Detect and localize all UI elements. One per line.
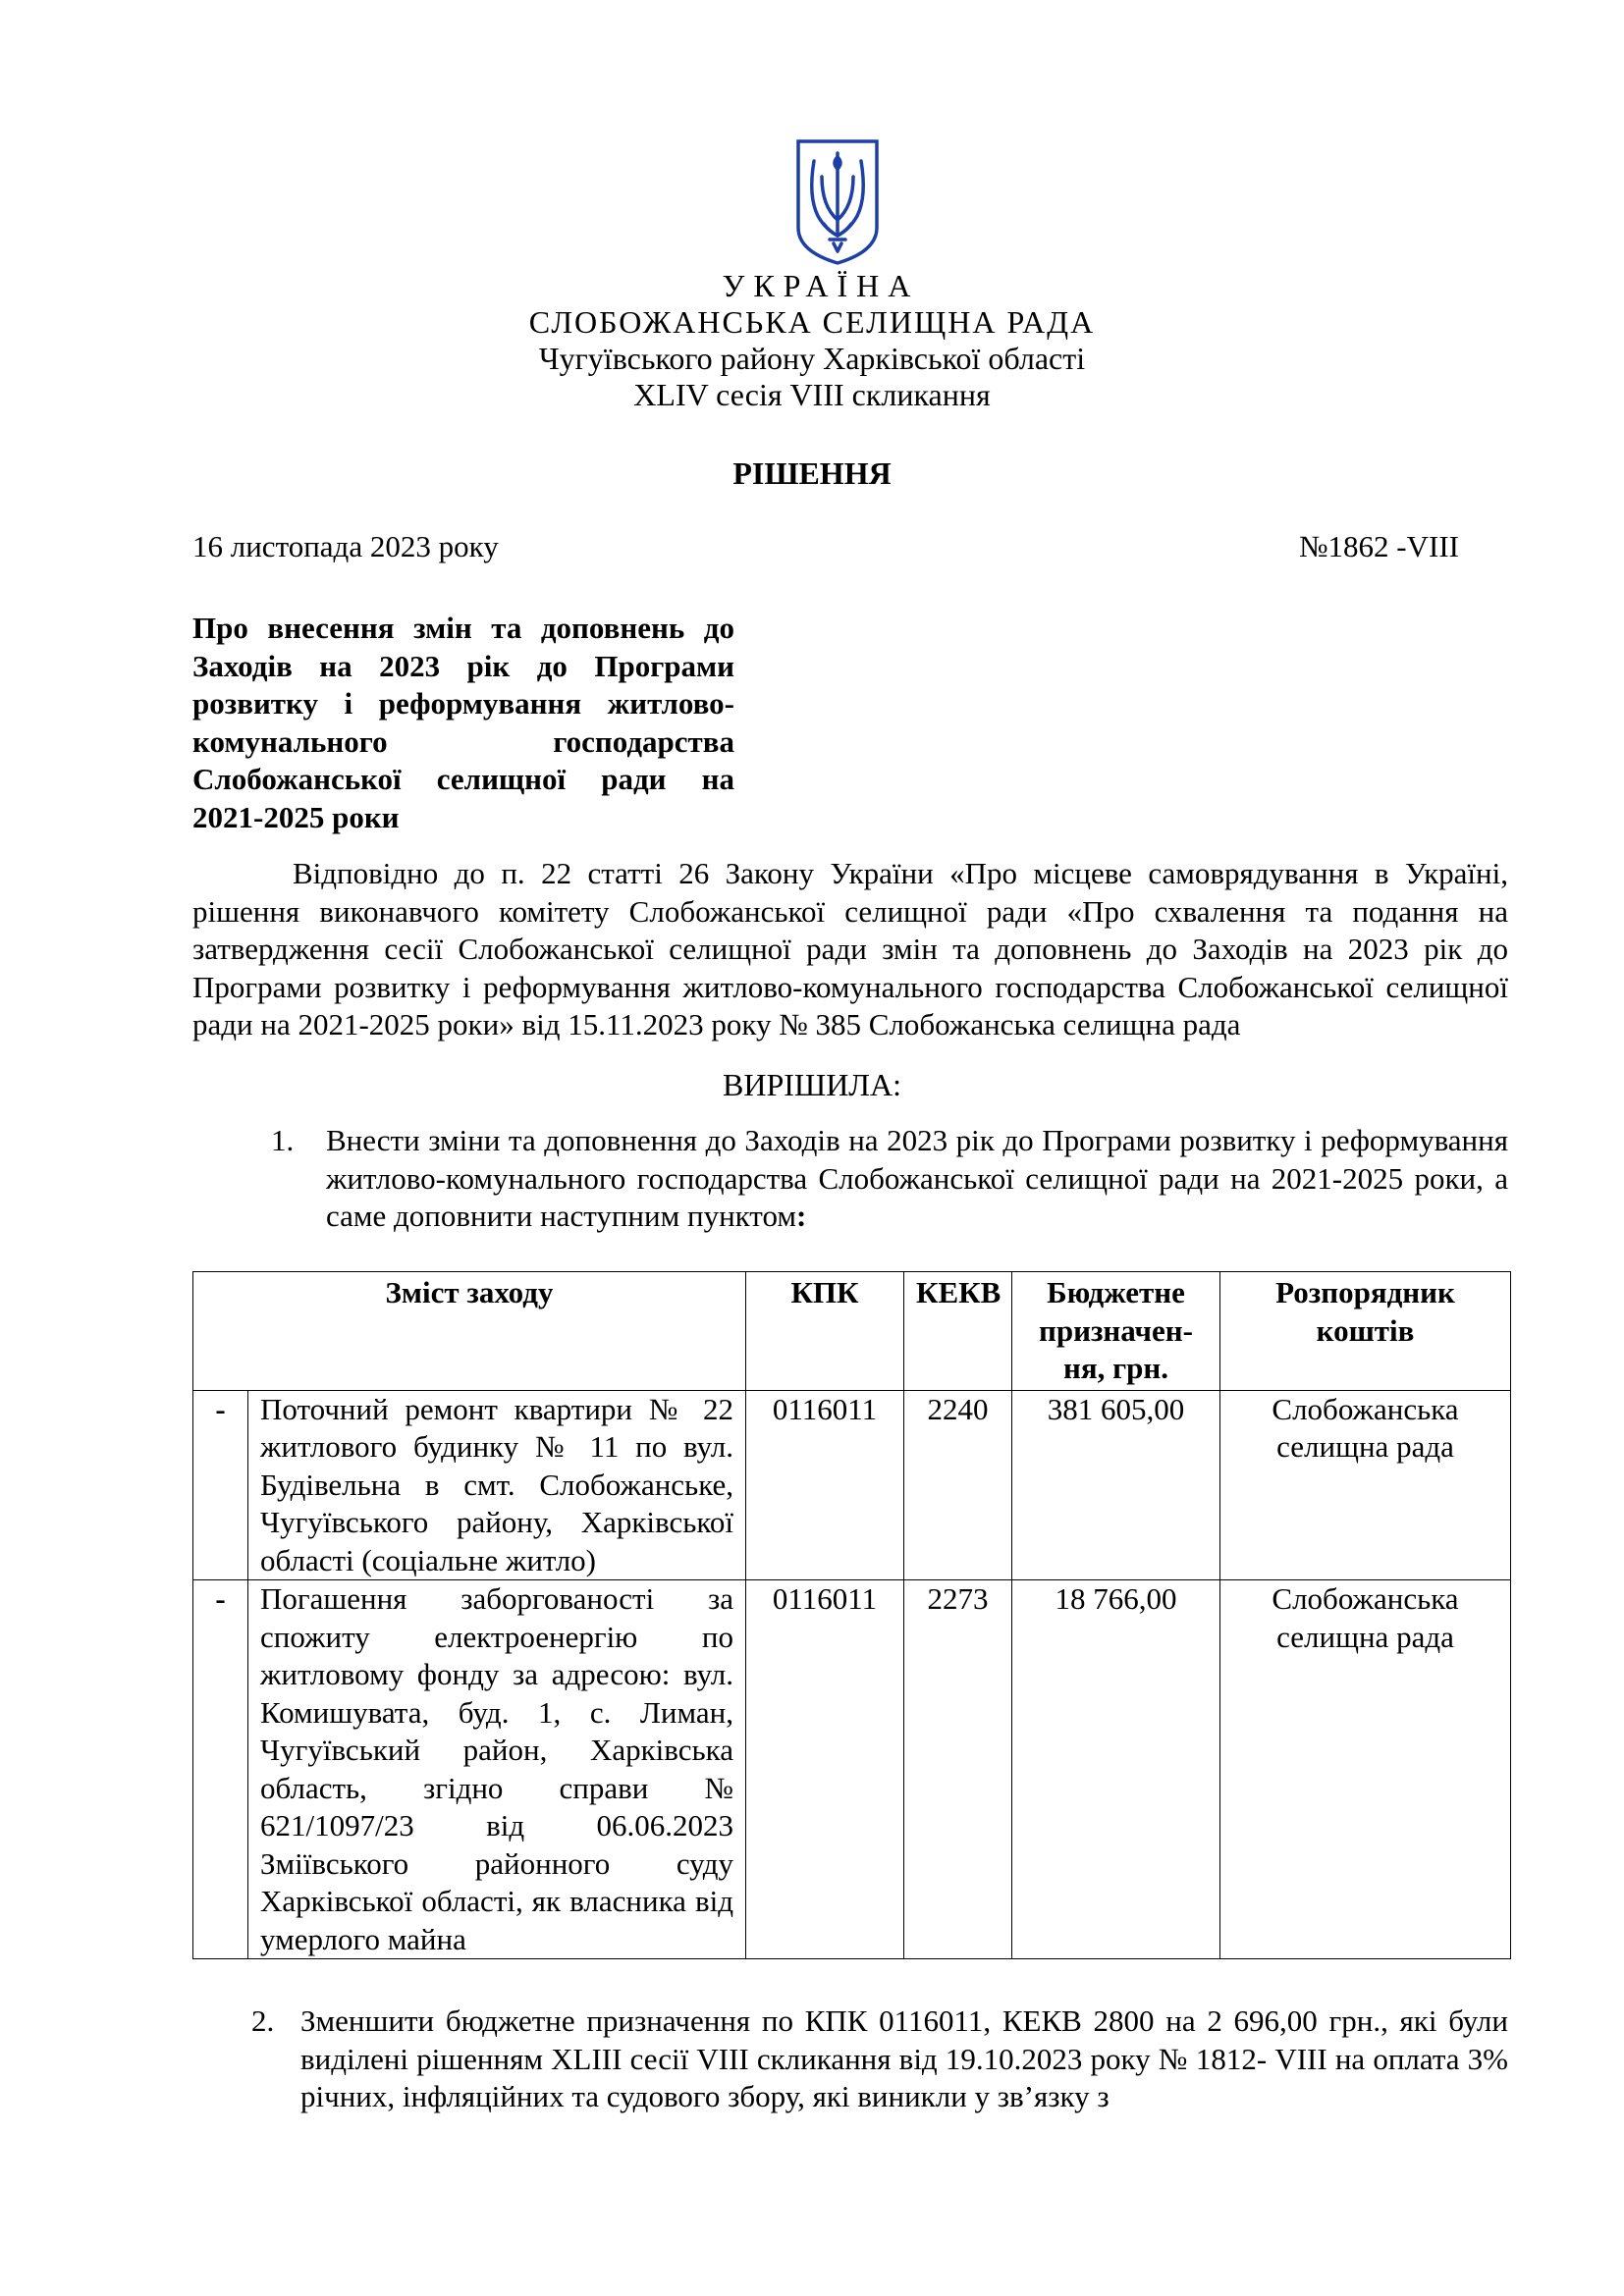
row-content: Погашення заборгованості за спожиту електроенергію по житловому фонду за адресою: вул. Комишувата, буд. 1, с. Лиман, Чугуївський район, Харківська область, згідно справи № 621/1097/23 від 06.06.2023 Зміївського районного суду Харківської області, як власника від умерлого майна — [248, 1580, 746, 1959]
resolved-heading: ВИРІШИЛА: — [723, 1067, 901, 1102]
subject-line: комунального господарства — [192, 723, 734, 759]
decision-item-2 — [192, 2002, 1508, 2116]
row-kpk: 0116011 — [746, 1390, 904, 1580]
item-text-container — [326, 1122, 1508, 1236]
row-budget: 381 605,00 — [1012, 1390, 1220, 1580]
header-budget: Бюджетне призначен-ня, грн. — [1012, 1272, 1220, 1391]
session-name: XLIV сесія VIII скликання — [633, 377, 991, 412]
decision-item-1 — [192, 1122, 1508, 1236]
measures-table — [192, 1271, 1511, 1959]
row-kpk: 0116011 — [746, 1580, 904, 1959]
item-text: Внести зміни та доповнення до Заходів на 2023 рік до Програми розвитку і реформування житлово-комунального господарства Слобожанської селищної ради на 2021-2025 роки, а саме доповнити наступним пунктом — [326, 1123, 1508, 1233]
table-row — [193, 1580, 1511, 1959]
subject-line: 2021-2025 роки — [192, 799, 400, 834]
subject-line: Слобожанської селищної ради на — [192, 762, 734, 796]
row-budget: 18 766,00 — [1012, 1580, 1220, 1959]
header-kpk: КПК — [746, 1272, 904, 1391]
row-content: Поточний ремонт квартири № 22 житлового будинку № 11 по вул. Будівельна в смт. Слобожанське, Чугуївського району, Харківської області (соціальне житло) — [248, 1390, 746, 1580]
council-name: СЛОБОЖАНСЬКА СЕЛИЩНА РАДА — [528, 304, 1096, 340]
header-kekv: КЕКВ — [904, 1272, 1012, 1391]
row-marker: - — [193, 1580, 248, 1959]
row-manager: Слобожанська селищна рада — [1220, 1580, 1511, 1959]
document-title: РІШЕННЯ — [732, 455, 892, 491]
subject-line: Заходів на 2023 рік до Програми — [192, 648, 734, 683]
header-manager: Розпорядник коштів — [1220, 1272, 1511, 1391]
subject-line: розвитку і реформування житлово- — [192, 686, 734, 721]
decision-date: 16 листопада 2023 року — [192, 529, 499, 563]
row-kekv: 2240 — [904, 1390, 1012, 1580]
table-header-row — [193, 1272, 1511, 1391]
row-kekv: 2273 — [904, 1580, 1012, 1959]
subject-line: Про внесення змін та доповнень до — [192, 611, 734, 645]
decision-subject — [192, 610, 734, 836]
trident-coat-of-arms-icon — [794, 137, 881, 267]
item-number: 1. — [271, 1123, 295, 1157]
item-text: Зменшити бюджетне призначення по КПК 0116011, КЕКВ 2800 на 2 696,00 грн., які були виділені рішенням XLIII сесії VIII скликання від 19.10.2023 року № 1812- VIII на оплата 3% річних, інфляційних та судового збору, які виникли у зв’язку з — [300, 2003, 1508, 2113]
district-name: Чугуївського району Харківської області — [538, 341, 1086, 376]
row-manager: Слобожанська селищна рада — [1220, 1390, 1511, 1580]
preamble-paragraph: Відповідно до п. 22 статті 26 Закону України «Про місцеве самоврядування в Україні, рішення виконавчого комітету Слобожанської селищної ради «Про схвалення та подання на затвердження сесії Слобожанської селищної ради змін та доповнень до Заходів на 2023 рік до Програми розвитку і реформування житлово-комунального господарства Слобожанської селищної ради на 2021-2025 роки» від 15.11.2023 року № 385 Слобожанська селищна рада — [192, 856, 1508, 1041]
item-number: 2. — [251, 2003, 275, 2038]
country-heading: УКРАЇНА — [722, 268, 920, 303]
header-content: Зміст заходу — [193, 1272, 746, 1391]
item-text-suffix: : — [795, 1199, 807, 1233]
table-row — [193, 1390, 1511, 1580]
decision-number: №1862 -VIII — [1298, 529, 1459, 563]
row-marker: - — [193, 1390, 248, 1580]
